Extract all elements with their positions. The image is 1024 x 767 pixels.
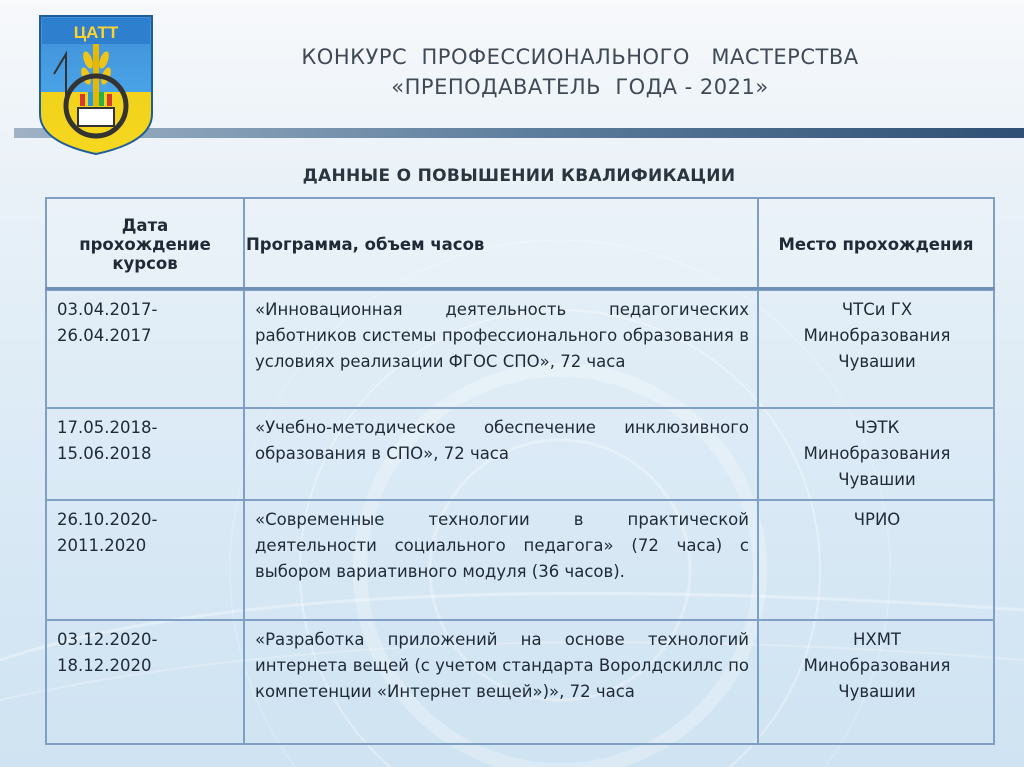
date-cell: 26.10.2020- 2011.2020	[46, 500, 244, 620]
date-cell: 17.05.2018- 15.06.2018	[46, 408, 244, 500]
place-cell: ЧРИО	[758, 500, 994, 620]
program-cell: «Учебно-методическое обеспечение инклюзивного образования в СПО», 72 часа	[244, 408, 758, 500]
program-cell: «Инновационная деятельность педагогических работников системы профессионального образования в условиях реализации ФГОС СПО», 72 часа	[244, 290, 758, 408]
date-cell: 03.04.2017- 26.04.2017	[46, 290, 244, 408]
title-line-1: КОНКУРС ПРОФЕССИОНАЛЬНОГО МАСТЕРСТВА	[301, 45, 859, 69]
logo-text: ЦАТТ	[73, 23, 119, 42]
place-cell: НХМТ Минобразования Чувашии	[758, 620, 994, 744]
table-row	[46, 290, 994, 408]
title-line-2: «ПРЕПОДАВАТЕЛЬ ГОДА - 2021»	[391, 75, 769, 99]
column-header-date: Дата прохождение курсов	[46, 198, 244, 290]
table-row	[46, 620, 994, 744]
table-row	[46, 408, 994, 500]
section-title: ДАННЫЕ О ПОВЫШЕНИИ КВАЛИФИКАЦИИ	[302, 166, 736, 186]
place-cell: ЧТСи ГХ Минобразования Чувашии	[758, 290, 994, 408]
header-divider-bar	[14, 128, 1024, 138]
page-title	[220, 42, 940, 102]
program-cell: «Современные технологии в практической деятельности социального педагога» (72 часа) с выбором вариативного модуля (36 часов).	[244, 500, 758, 620]
column-header-program: Программа, объем часов	[244, 198, 758, 290]
date-cell: 03.12.2020- 18.12.2020	[46, 620, 244, 744]
table-header-row	[46, 198, 994, 290]
table-row	[46, 500, 994, 620]
qualification-table	[45, 197, 995, 745]
header-row-separator	[45, 287, 995, 290]
college-emblem-icon	[36, 14, 156, 156]
place-cell: ЧЭТК Минобразования Чувашии	[758, 408, 994, 500]
program-cell: «Разработка приложений на основе технологий интернета вещей (с учетом стандарта Воролдскиллс по компетенции «Интернет вещей»)», 72 часа	[244, 620, 758, 744]
column-header-place: Место прохождения	[758, 198, 994, 290]
